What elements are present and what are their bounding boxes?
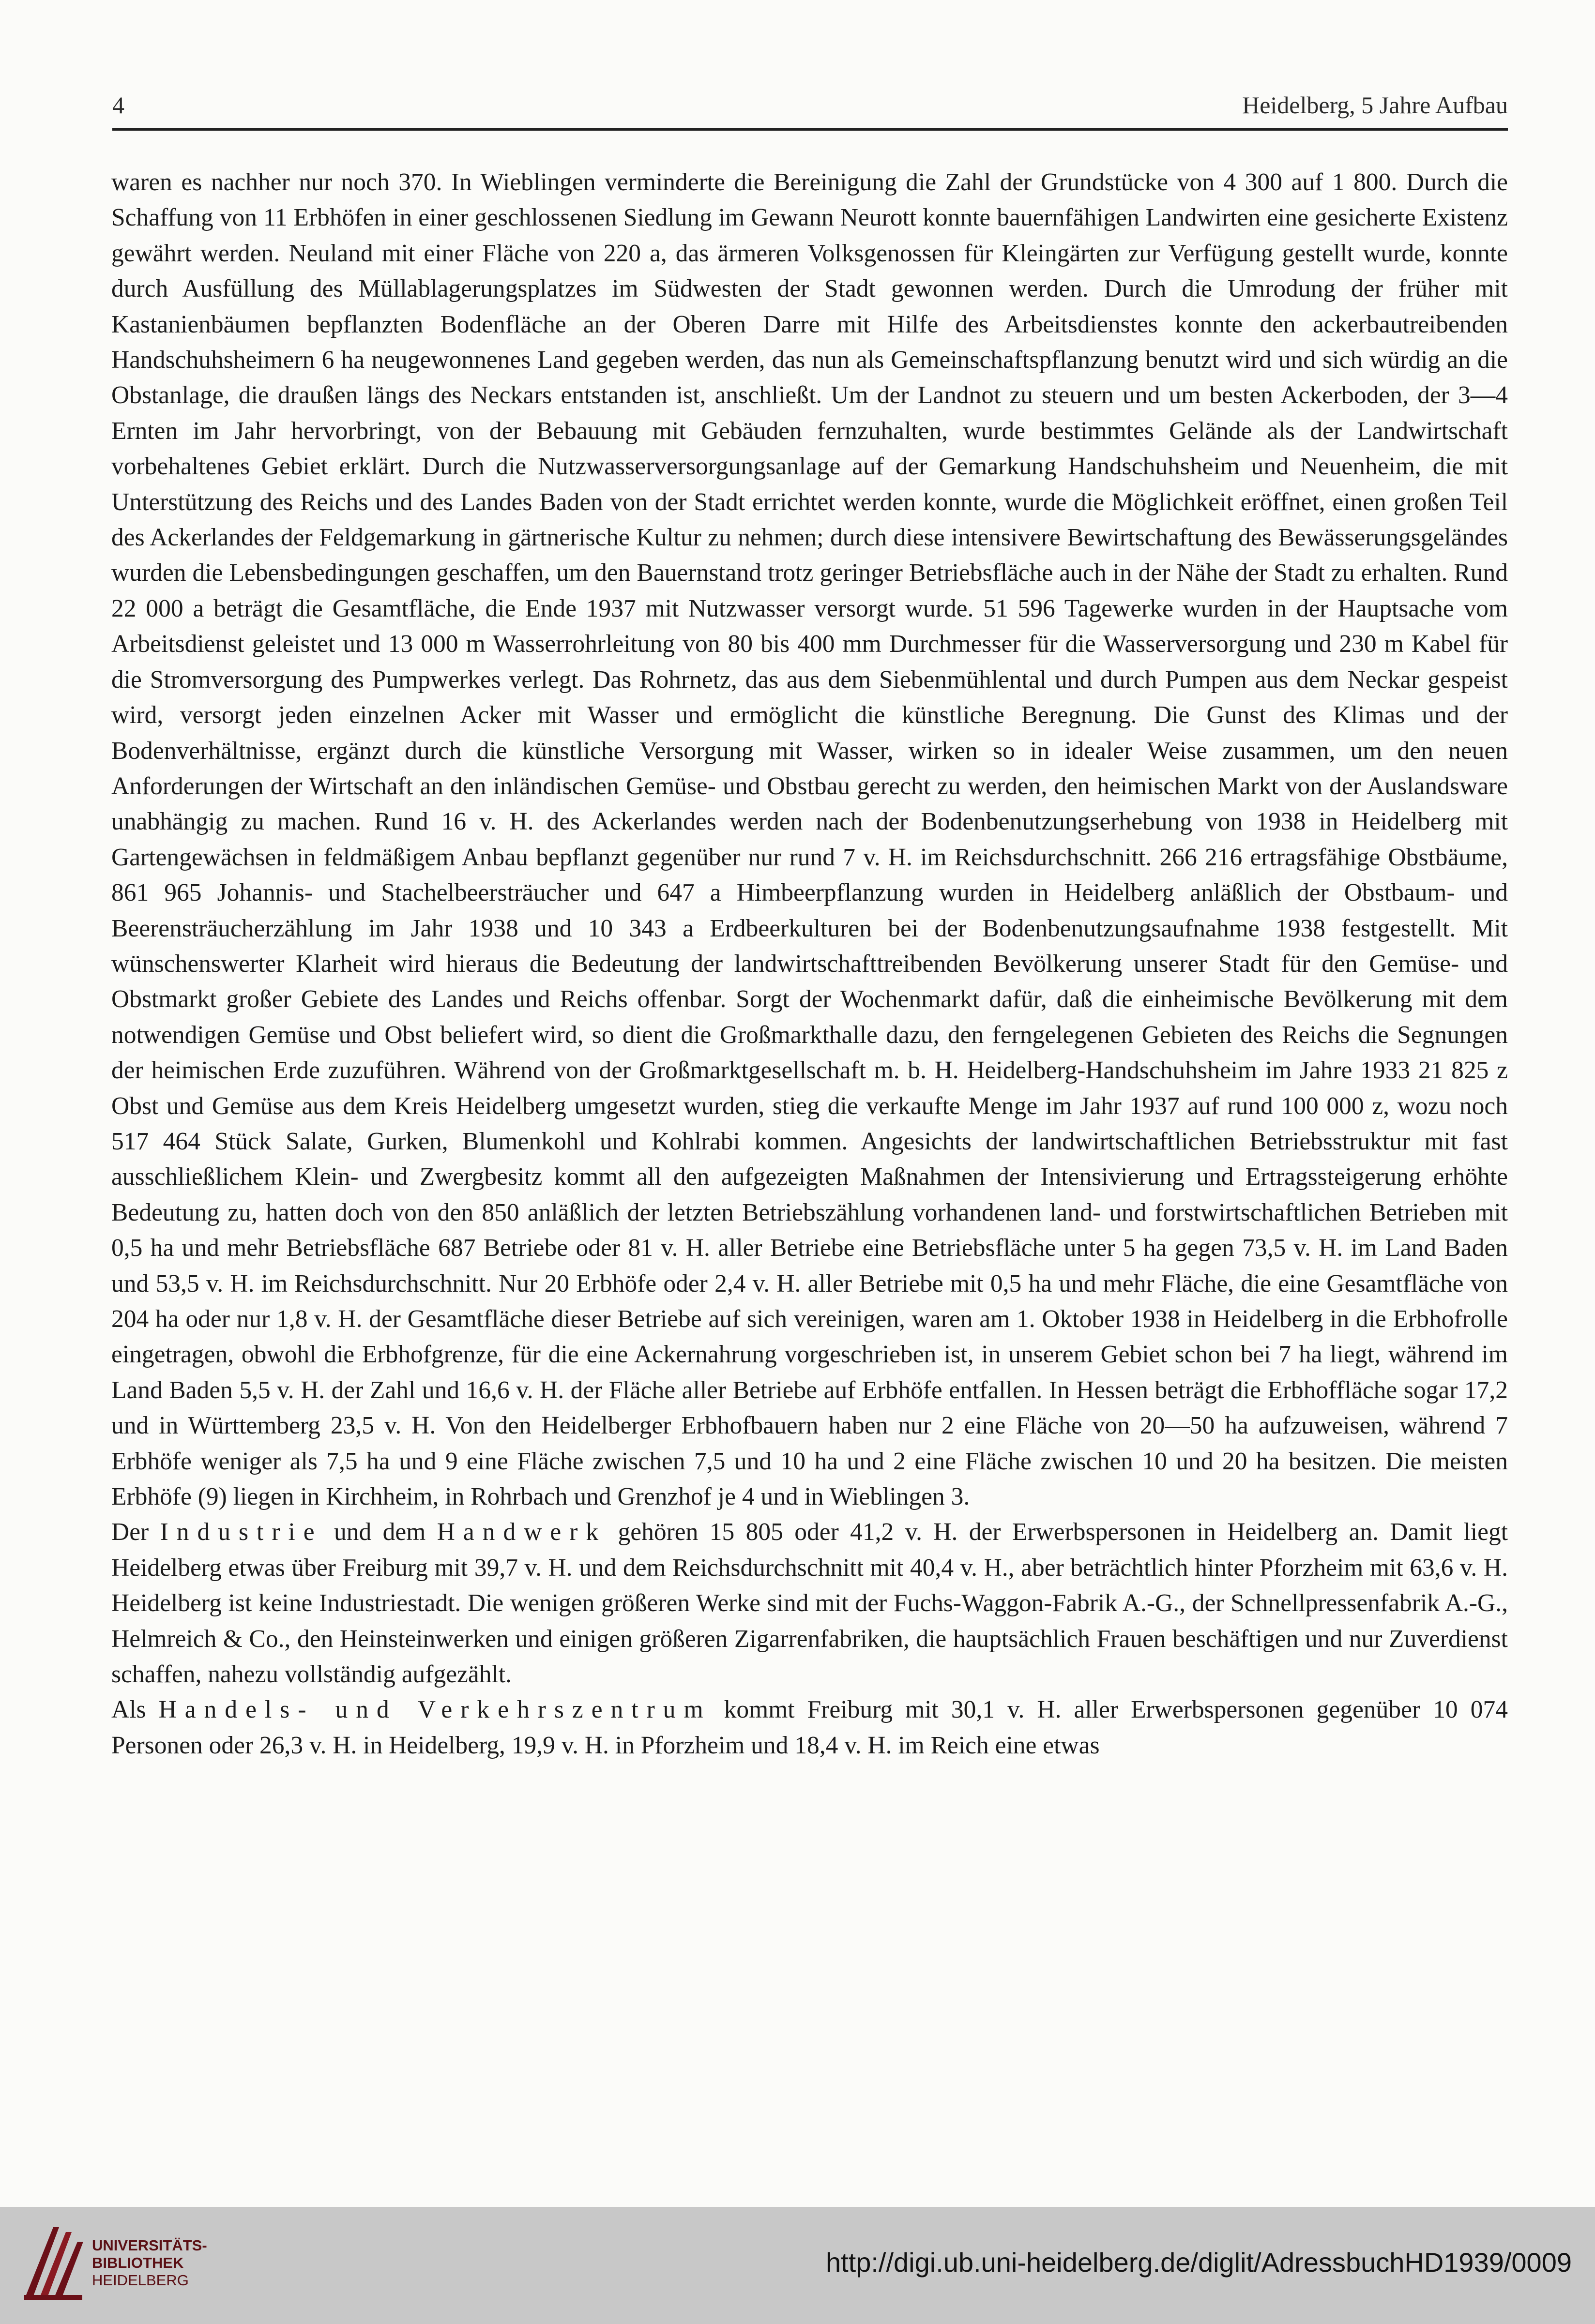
footer-bar — [0, 2207, 1595, 2324]
source-url-link[interactable]: http://digi.ub.uni-heidelberg.de/diglit/AdressbuchHD1939/0009 — [825, 2247, 1572, 2278]
paragraph-industry-post: gehören 15 805 oder 41,2 v. H. der Erwerbspersonen in Heidelberg an. Damit liegt Heidelberg etwas über Freiburg mit 39,7 v. H. und dem Reichsdurchschnitt mit 40,4 v. H., aber beträchtlich hinter Pforzheim mit 63,6 v. H. Heidelberg ist keine Industriestadt. Die wenigen größeren Werke sind mit der Fuchs-Waggon-Fabrik A.-G., der Schnellpressenfabrik A.-G., Helmreich & Co., den Heinsteinwerken und einigen größeren Zigarrenfabriken, die hauptsächlich Frauen beschäftigen und nur Zuverdienst schaffen, nahezu vollständig aufgezählt. — [111, 1518, 1508, 1689]
library-name-line3: HEIDELBERG — [92, 2272, 189, 2289]
paragraph-industry — [111, 1514, 1508, 1692]
library-logo-icon — [19, 2222, 87, 2305]
library-name — [92, 2237, 207, 2289]
term-handelszentrum: Handels- und Verkehrszentrum — [158, 1696, 712, 1724]
library-name-line1: UNIVERSITÄTS- — [92, 2237, 207, 2254]
page-header — [112, 86, 1508, 125]
paragraph-agriculture: waren es nachher nur noch 370. In Wieblingen verminderte die Bereinigung die Zahl der Grundstücke von 4 300 auf 1 800. Durch die Schaffung von 11 Erbhöfen in einer geschlossenen Siedlung im Gewann Neurott konnte bauernfähigen Landwirten eine gesicherte Existenz gewährt werden. Neuland mit einer Fläche von 220 a, das ärmeren Volksgenossen für Kleingärten zur Verfügung gestellt wurde, konnte durch Ausfüllung des Müllablagerungsplatzes im Südwesten der Stadt gewonnen werden. Durch die Umrodung der früher mit Kastanienbäumen bepflanzten Bodenfläche an der Oberen Darre mit Hilfe des Arbeitsdienstes konnte den ackerbautreibenden Handschuhsheimern 6 ha neugewonnenes Land gegeben werden, das nun als Gemeinschaftspflanzung benutzt wird und sich würdig an die Obstanlage, die draußen längs des Neckars entstanden ist, anschließt. Um der Landnot zu steuern und um besten Ackerboden, der 3—4 Ernten im Jahr hervorbringt, von der Bebauung mit Gebäuden fernzuhalten, wurde bestimmtes Gelände als der Landwirtschaft vorbehaltenes Gebiet erklärt. Durch die Nutzwasserversorgungsanlage auf der Gemarkung Handschuhsheim und Neuenheim, die mit Unterstützung des Reichs und des Landes Baden von der Stadt errichtet werden konnte, wurde die Möglichkeit eröffnet, einen großen Teil des Ackerlandes der Feldgemarkung in gärtnerische Kultur zu nehmen; durch diese intensivere Bewirtschaftung des Bewässerungsgeländes wurden die Lebensbedingungen geschaffen, um den Bauernstand trotz geringer Betriebsfläche auch in der Nähe der Stadt zu erhalten. Rund 22 000 a beträgt die Gesamtfläche, die Ende 1937 mit Nutzwasser versorgt wurde. 51 596 Tagewerke wurden in der Hauptsache vom Arbeitsdienst geleistet und 13 000 m Wasserrohrleitung von 80 bis 400 mm Durchmesser für die Wasserversorgung und 230 m Kabel für die Stromversorgung des Pumpwerkes verlegt. Das Rohrnetz, das aus dem Siebenmühlental und durch Pumpen aus dem Neckar gespeist wird, versorgt jeden einzelnen Acker mit Wasser und ermöglicht die künstliche Beregnung. Die Gunst des Klimas und der Bodenverhältnisse, ergänzt durch die künstliche Versorgung mit Wasser, wirken so in idealer Weise zusammen, um den neuen Anforderungen der Wirtschaft an den inländischen Gemüse- und Obstbau gerecht zu werden, den heimischen Markt von der Auslandsware unabhängig zu machen. Rund 16 v. H. des Ackerlandes werden nach der Bodenbenutzungserhebung von 1938 in Heidelberg mit Gartengewächsen in feldmäßigem Anbau bepflanzt gegenüber nur rund 7 v. H. im Reichsdurchschnitt. 266 216 ertragsfähige Obstbäume, 861 965 Johannis- und Stachelbeersträucher und 647 a Himbeerpflanzung wurden in Heidelberg anläßlich der Obstbaum- und Beerensträucherzählung im Jahr 1938 und 10 343 a Erdbeerkulturen bei der Bodenbenutzungsaufnahme 1938 festgestellt. Mit wünschenswerter Klarheit wird hieraus die Bedeutung der landwirtschafttreibenden Bevölkerung unserer Stadt für den Gemüse- und Obstmarkt großer Gebiete des Landes und Reichs offenbar. Sorgt der Wochenmarkt dafür, daß die einheimische Bevölkerung mit dem notwendigen Gemüse und Obst beliefert wird, so dient die Großmarkthalle dazu, den ferngelegenen Gebieten des Reichs die Segnungen der heimischen Erde zuzuführen. Während von der Großmarktgesellschaft m. b. H. Heidelberg-Handschuhsheim im Jahre 1933 21 825 z Obst und Gemüse aus dem Kreis Heidelberg umgesetzt wurden, stieg die verkaufte Menge im Jahr 1937 auf rund 100 000 z, wozu noch 517 464 Stück Salate, Gurken, Blumenkohl und Kohlrabi kommen. Angesichts der landwirtschaftlichen Betriebsstruktur mit fast ausschließlichem Klein- und Zwergbesitz kommt all den aufgezeigten Maßnahmen der Intensivierung und Ertragssteigerung erhöhte Bedeutung zu, hatten doch von den 850 anläßlich der letzten Betriebszählung vorhandenen land- und forstwirtschaftlichen Betrieben mit 0,5 ha und mehr Betriebsfläche 687 Betriebe oder 81 v. H. aller Betriebe eine Betriebsfläche unter 5 ha gegen 73,5 v. H. im Land Baden und 53,5 v. H. im Reichsdurchschnitt. Nur 20 Erbhöfe oder 2,4 v. H. aller Betriebe mit 0,5 ha und mehr Fläche, die eine Gesamtfläche von 204 ha oder nur 1,8 v. H. der Gesamtfläche dieser Betriebe auf sich vereinigen, waren am 1. Oktober 1938 in Heidelberg in die Erbhofrolle eingetragen, obwohl die Erbhofgrenze, für die eine Ackernahrung vorgeschrieben ist, in unserem Gebiet schon bei 7 ha liegt, während im Land Baden 5,5 v. H. der Zahl und 16,6 v. H. der Fläche aller Betriebe auf Erbhöfe entfallen. In Hessen beträgt die Erbhoffläche sogar 17,2 und in Württemberg 23,5 v. H. Von den Heidelberger Erbhofbauern haben nur 2 eine Fläche von 20—50 ha aufzuweisen, während 7 Erbhöfe weniger als 7,5 ha und 9 eine Fläche zwischen 7,5 und 10 ha und 2 eine Fläche zwischen 10 und 20 ha besitzen. Die meisten Erbhöfe (9) liegen in Kirchheim, in Rohrbach und Grenzhof je 4 und in Wieblingen 3. — [111, 168, 1508, 1511]
paragraph-industry-mid: und dem — [322, 1518, 437, 1546]
term-handwerk: Handwerk — [437, 1518, 607, 1546]
running-title: Heidelberg, 5 Jahre Aufbau — [1242, 91, 1508, 119]
term-industrie: Industrie — [160, 1518, 323, 1546]
paragraph-industry-pre: Der — [111, 1518, 160, 1546]
paragraph-trade-post: kommt Freiburg mit 30,1 v. H. aller Erwerbspersonen gegenüber 10 074 Personen oder 26,3 v. H. in Heidelberg, 19,9 v. H. in Pforzheim und 18,4 v. H. im Reich eine etwas — [111, 1696, 1508, 1759]
header-rule — [112, 128, 1508, 131]
paragraph-trade — [111, 1692, 1508, 1763]
paragraph-trade-pre: Als — [111, 1696, 159, 1724]
library-name-line2: BIBLIOTHEK — [92, 2254, 184, 2271]
page-number: 4 — [112, 91, 124, 119]
body-text — [111, 165, 1508, 1763]
